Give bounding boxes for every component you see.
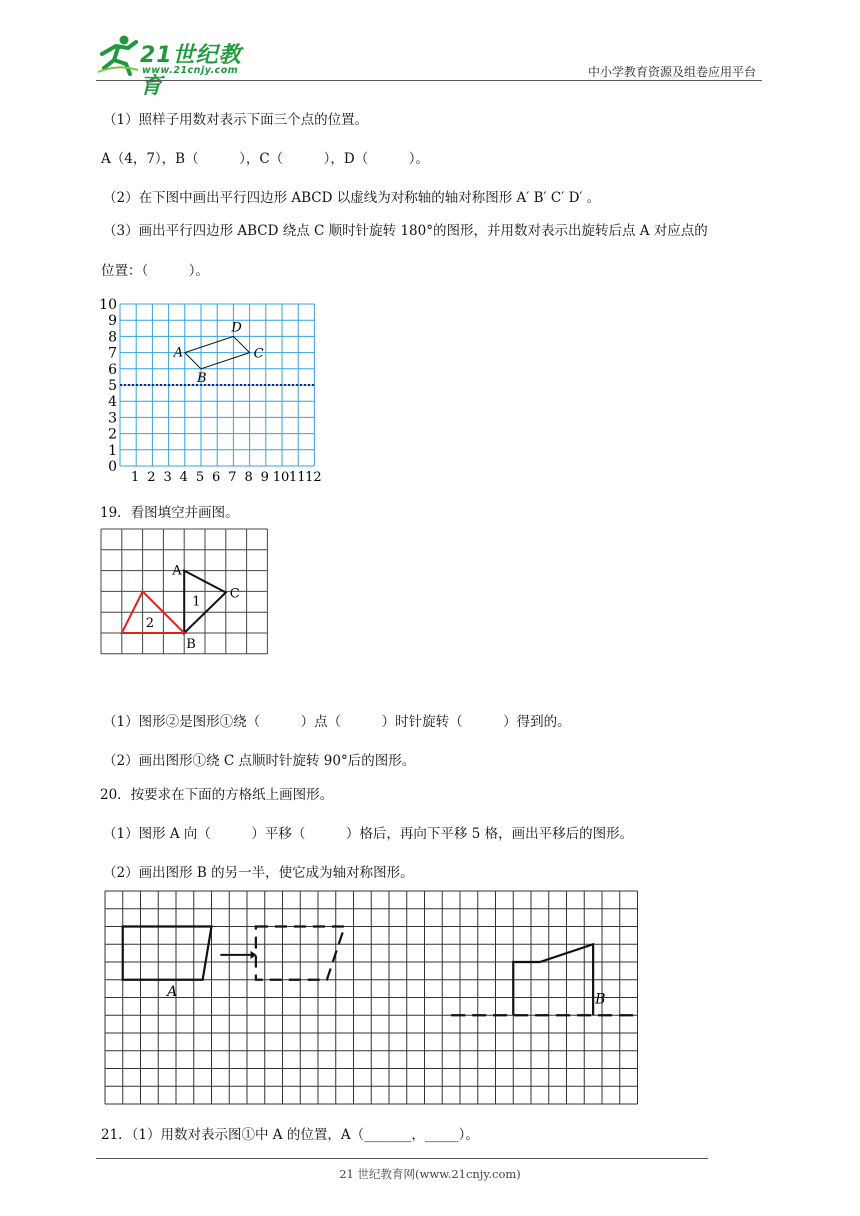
q20-part1: （1）图形 A 向（ ）平移（ ）格后，再向下平移 5 格，画出平移后的图形。 bbox=[103, 826, 634, 842]
y-tick-label: 6 bbox=[108, 361, 117, 378]
y-tick-label: 7 bbox=[108, 345, 117, 362]
point-label-b: B bbox=[197, 370, 207, 386]
y-tick-label: 1 bbox=[108, 442, 117, 459]
runner-logo-icon bbox=[96, 34, 140, 76]
x-tick-label: 4 bbox=[179, 470, 188, 484]
point-label-d: D bbox=[231, 320, 242, 336]
y-tick-label: 8 bbox=[108, 329, 117, 346]
footer-text: 21 世纪教育网(www.21cnjy.com) bbox=[339, 1167, 521, 1181]
q18-part2: （2）在下图中画出平行四边形 ABCD 以虚线为对称轴的轴对称图形 A′ B′ C′ D′ 。 bbox=[103, 190, 601, 206]
point-label-c: C bbox=[229, 586, 240, 602]
x-tick-label: 2 bbox=[147, 470, 156, 484]
y-tick-label: 10 bbox=[99, 298, 117, 313]
figure-a bbox=[123, 927, 212, 980]
x-tick-label: 1 bbox=[131, 470, 140, 484]
coordinate-grid-q18 bbox=[98, 298, 338, 484]
x-tick-label: 7 bbox=[228, 470, 237, 484]
y-tick-label: 5 bbox=[108, 378, 117, 394]
q19-part2: （2）画出图形①绕 C 点顺时针旋转 90°后的图形。 bbox=[103, 753, 416, 769]
y-tick-label: 9 bbox=[108, 313, 117, 330]
y-tick-label: 0 bbox=[108, 459, 117, 475]
x-tick-label: 5 bbox=[195, 470, 205, 484]
logo-url: www.21cnjy.com bbox=[142, 65, 239, 76]
figure-b-label: B bbox=[595, 991, 606, 1008]
translation-grid-q20 bbox=[104, 890, 638, 1106]
q18-part1: （1）照样子用数对表示下面三个点的位置。 bbox=[103, 112, 369, 128]
q18-part1-answer: A（4，7），B（ ），C（ ），D（ ）。 bbox=[101, 151, 430, 167]
q19-part1: （1）图形②是图形①绕（ ）点（ ）时针旋转（ ）得到的。 bbox=[103, 714, 571, 730]
x-tick-label: 8 bbox=[244, 470, 253, 484]
figure-a-label: A bbox=[167, 983, 178, 1000]
figure-1-label: 1 bbox=[192, 594, 201, 610]
footer-divider bbox=[96, 1158, 708, 1159]
y-tick-label: 3 bbox=[108, 410, 117, 427]
x-tick-label: 9 bbox=[260, 470, 269, 484]
point-label-b: B bbox=[186, 637, 196, 652]
x-tick-label: 11 bbox=[288, 470, 306, 484]
q18-part3: （3）画出平行四边形 ABCD 绕点 C 顺时针旋转 180°的图形，并用数对表示出旋转后点 A 对应点的 bbox=[103, 223, 708, 239]
point-label-a: A bbox=[172, 563, 182, 579]
figure-2-label: 2 bbox=[145, 616, 155, 631]
q19-title: 19．看图填空并画图。 bbox=[100, 505, 239, 521]
x-tick-label: 12 bbox=[305, 470, 322, 484]
rotation-grid-q19 bbox=[100, 528, 272, 658]
header-divider bbox=[96, 80, 762, 81]
logo-title: 21世纪教育 bbox=[140, 43, 242, 99]
platform-name: 中小学教育资源及组卷应用平台 bbox=[587, 65, 756, 79]
q20-title: 20．按要求在下面的方格纸上画图形。 bbox=[100, 787, 334, 803]
x-tick-label: 6 bbox=[212, 470, 221, 484]
q20-part2: （2）画出图形 B 的另一半，使它成为轴对称图形。 bbox=[103, 865, 414, 881]
q18-part3-answer: 位置：（ ）。 bbox=[101, 263, 209, 279]
point-label-a: A bbox=[173, 345, 184, 361]
point-label-c: C bbox=[253, 346, 264, 362]
x-tick-label: 10 bbox=[272, 470, 290, 484]
q21-part1: 21．（1）用数对表示图①中 A 的位置，A（_______，_____）。 bbox=[101, 1127, 479, 1143]
y-tick-label: 4 bbox=[108, 394, 117, 411]
logo bbox=[96, 34, 256, 99]
y-tick-label: 2 bbox=[108, 426, 117, 443]
x-tick-label: 3 bbox=[163, 470, 172, 484]
